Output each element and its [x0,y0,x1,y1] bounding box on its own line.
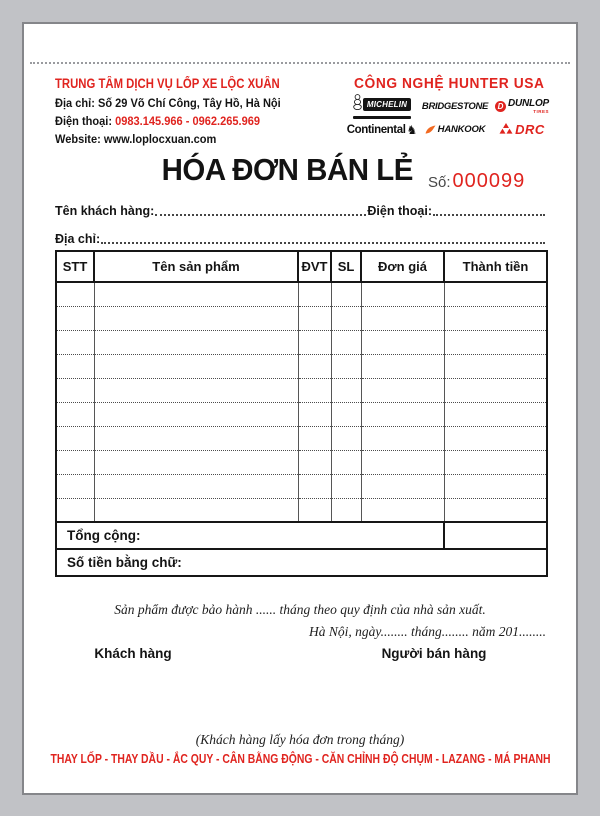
table-empty-cell [361,450,444,474]
table-empty-cell [331,330,361,354]
customer-phone-label: Điện thoại: [367,204,432,218]
invoice-number-block [428,170,525,193]
table-empty-cell [444,330,547,354]
table-empty-cell [298,426,331,450]
company-info-block [55,76,348,150]
table-empty-cell [361,282,444,306]
amount-in-words-label: Số tiền bằng chữ: [56,549,547,576]
website-line: Website: www.loplocxuan.com [55,132,217,146]
table-empty-cell [444,282,547,306]
brands-block [348,76,550,150]
table-empty-cell [298,282,331,306]
col-header-qty: SL [331,251,361,282]
table-empty-cell [331,378,361,402]
table-empty-cell [361,354,444,378]
michelin-tagline-bar [353,116,411,119]
table-empty-cell [331,426,361,450]
table-empty-cell [361,474,444,498]
table-empty-cell [56,378,94,402]
table-empty-cell [56,402,94,426]
items-table [55,250,548,577]
table-empty-cell [94,474,298,498]
table-empty-cell [444,306,547,330]
table-empty-row [56,330,547,354]
col-header-stt: STT [56,251,94,282]
table-empty-cell [331,354,361,378]
table-empty-cell [444,426,547,450]
invoice-title: HÓA ĐƠN BÁN LẺ [161,152,413,187]
table-empty-cell [331,474,361,498]
table-empty-row [56,354,547,378]
services-line: THAY LỐP - THAY DẦU - ẮC QUY - CÂN BẰNG ĐỘNG - CĂN CHỈNH ĐỘ CHỤM - LAZANG - MÁ PHANH [50,751,551,766]
table-empty-cell [56,474,94,498]
table-empty-row [56,402,547,426]
brand-michelin: MICHELIN [348,97,416,116]
table-empty-cell [56,450,94,474]
col-header-unit-price: Đơn giá [361,251,444,282]
invoice-number: 000099 [452,170,526,192]
table-empty-row [56,426,547,450]
customer-name-label: Tên khách hàng: [55,204,155,218]
table-empty-cell [444,354,547,378]
brand-drc: DRC [494,120,550,139]
table-empty-cell [361,378,444,402]
table-empty-cell [94,282,298,306]
date-line: Hà Nội, ngày........ tháng........ năm 201........ [308,624,546,639]
table-empty-cell [298,474,331,498]
table-empty-row [56,282,547,306]
table-empty-cell [56,306,94,330]
col-header-amount: Thành tiền [444,251,547,282]
amount-in-words-row [56,549,547,576]
table-empty-cell [94,498,298,522]
hankook-wing-icon [425,121,436,139]
customer-address-field [101,242,545,244]
total-amount-cell [444,522,547,549]
table-empty-cell [331,402,361,426]
table-empty-cell [298,402,331,426]
table-empty-cell [444,474,547,498]
customer-name-field [155,214,366,216]
address-line: Địa chỉ: Số 29 Võ Chí Công, Tây Hồ, Hà Nội [55,96,281,110]
brand-bridgestone: BRIDGESTONE [421,101,489,112]
table-empty-cell [94,450,298,474]
table-empty-cell [56,354,94,378]
table-empty-row [56,378,547,402]
seller-signature-label: Người bán hàng [381,646,487,661]
table-empty-cell [444,402,547,426]
col-header-product: Tên sản phẩm [94,251,298,282]
table-header-row [56,251,547,282]
invoice-paper [22,22,578,795]
invoice-number-label: Số: [428,174,451,191]
table-empty-cell [56,426,94,450]
perforation-line [30,62,570,64]
table-empty-cell [298,498,331,522]
company-name: TRUNG TÂM DỊCH VỤ LỐP XE LỘC XUÂN [55,76,280,91]
phone-numbers: 0983.145.966 - 0962.265.969 [115,114,261,128]
brand-continental: Continental ♞ [346,122,418,137]
brand-logos [348,97,550,139]
table-empty-cell [94,378,298,402]
table-empty-cell [298,378,331,402]
address-row [55,232,546,246]
brand-hankook: HANKOOK [418,120,492,139]
table-empty-cell [331,450,361,474]
table-empty-cell [361,426,444,450]
michelin-man-icon [353,94,362,115]
table-empty-cell [56,282,94,306]
customer-row [55,204,546,218]
customer-signature-label: Khách hàng [94,646,172,661]
brand-dunlop: D DUNLOP TIRES [494,97,550,116]
table-empty-row [56,498,547,522]
table-empty-cell [56,498,94,522]
table-empty-cell [361,402,444,426]
table-empty-cell [94,306,298,330]
total-row [56,522,547,549]
table-empty-cell [94,330,298,354]
table-empty-cell [331,306,361,330]
table-empty-cell [298,354,331,378]
table-empty-cell [94,402,298,426]
customer-phone-field [433,214,545,216]
total-label: Tổng cộng: [56,522,444,549]
table-empty-cell [331,498,361,522]
table-body [56,282,547,522]
customer-address-label: Địa chỉ: [55,232,101,246]
table-empty-cell [298,450,331,474]
table-empty-cell [361,498,444,522]
warranty-note: Sản phẩm được bảo hành ...... tháng theo quy định của nhà sản xuất. [114,602,486,617]
table-empty-cell [444,378,547,402]
table-empty-cell [94,354,298,378]
table-empty-cell [444,498,547,522]
table-empty-cell [444,450,547,474]
table-empty-cell [298,330,331,354]
table-empty-cell [361,330,444,354]
table-empty-row [56,474,547,498]
table-empty-cell [94,426,298,450]
continental-horse-icon: ♞ [406,122,418,137]
table-empty-cell [331,282,361,306]
table-empty-cell [56,330,94,354]
table-empty-row [56,450,547,474]
drc-triangles-icon [499,121,513,139]
col-header-unit: ĐVT [298,251,331,282]
phone-line: Điện thoại: 0983.145.966 - 0962.265.969 [55,114,261,128]
table-empty-row [56,306,547,330]
header [55,76,550,150]
technology-title: CÔNG NGHỆ HUNTER USA [353,76,545,92]
table-empty-cell [361,306,444,330]
pickup-note: (Khách hàng lấy hóa đơn trong tháng) [195,732,405,747]
dunlop-d-icon: D [495,101,506,112]
table-empty-cell [298,306,331,330]
